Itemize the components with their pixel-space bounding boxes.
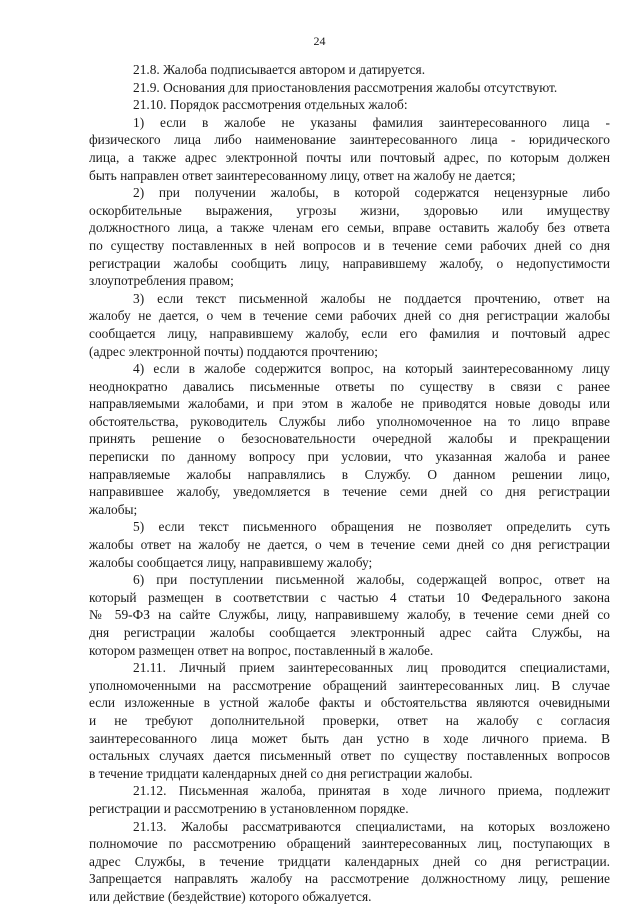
text-line: 21.9. Основания для приостановления рассмотрения жалобы отсутствуют. [133, 79, 558, 95]
text-line: регистрации и рассмотрению в установленном порядке. [89, 800, 409, 816]
text-line: (адрес электронной почты) поддаются прочтению; [89, 343, 378, 359]
text-line: физического лица либо наименование заинтересованного лица - юридического [89, 132, 610, 148]
text-line: в течение тридцати календарных дней со дня регистрации жалобы. [89, 765, 473, 781]
text-line: принять решение о безосновательности очередной жалобы и прекращении [89, 431, 610, 447]
text-line: дня регистрации жалобы сообщается электронный адрес сайта Службы, на [89, 625, 610, 640]
paragraph-21-10-3 [89, 290, 610, 360]
text-line: № 59-ФЗ на сайте Службы, лицу, направившему жалобу, в течение семи дней со [89, 607, 610, 623]
text-line: злоупотребления правом; [89, 273, 234, 289]
text-line: 5) если текст письменного обращения не позволяет определить суть [133, 519, 610, 535]
text-line: оскорбительные выражения, угрозы жизни, здоровью или имуществу [89, 202, 610, 218]
text-line: котором размещен ответ на вопрос, поставленный в жалобе. [89, 642, 434, 658]
text-line: жалобы сообщается лицу, направившему жалобу; [89, 554, 373, 570]
paragraph-21-8 [89, 61, 610, 79]
text-line: переписки по данному вопросу при условии, что указанная жалоба и ранее [89, 449, 610, 465]
text-line: должностного лица, а также членам его семьи, вправе оставить жалобу без ответа [89, 220, 610, 236]
paragraph-21-12 [89, 782, 610, 817]
text-line: заинтересованного лица может быть дан устно в ходе личного приема. В [89, 730, 610, 746]
paragraph-21-10-5 [89, 518, 610, 571]
text-line: направившее жалобу, уведомляется в течение семи дней со дня регистрации [89, 484, 610, 500]
text-line: 1) если в жалобе не указаны фамилия заинтересованного лица - [133, 114, 610, 130]
text-line: 6) при поступлении письменной жалобы, содержащей вопрос, ответ на [133, 572, 610, 588]
text-line: 4) если в жалобе содержится вопрос, на который заинтересованному лицу [133, 361, 610, 377]
paragraph-21-10-6 [89, 571, 610, 659]
text-line: 21.11. Личный прием заинтересованных лиц проводится специалистами, [133, 660, 610, 676]
paragraph-21-9 [89, 79, 610, 97]
text-line: 21.8. Жалоба подписывается автором и датируется. [133, 62, 426, 77]
text-line: уполномоченными на рассмотрение обращений заинтересованных лиц. В случае [89, 677, 610, 693]
text-line: направляемыми жалобами, и при этом в жалобе не приводятся новые доводы или [89, 396, 610, 412]
text-line: который размещен в соответствии с частью 4 статьи 10 Федерального закона [89, 589, 610, 605]
text-line: 21.13. Жалобы рассматриваются специалистами, на которых возложено [133, 818, 610, 834]
paragraph-21-10-2 [89, 184, 610, 290]
text-line: по существу поставленных в ней вопросов и в течение семи рабочих дней со дня [89, 237, 610, 253]
text-line: остальных случаях дается письменный ответ по существу поставленных вопросов [89, 748, 610, 764]
text-line: регистрации жалобы сообщить лицу, направившему жалобу, о недопустимости [89, 255, 610, 271]
paragraph-21-10-1 [89, 114, 610, 184]
text-line: Запрещается направлять жалобу на рассмотрение должностному лицу, решение [89, 871, 610, 887]
text-line: 21.10. Порядок рассмотрения отдельных жалоб: [133, 97, 408, 113]
text-line: 2) при получении жалобы, в которой содержатся нецензурные либо [133, 185, 610, 201]
paragraph-21-10-4 [89, 360, 610, 518]
text-line: адрес Службы, в течение тридцати календарных дней со дня регистрации. [89, 853, 610, 869]
text-line: или действие (бездействие) которого обжалуется. [89, 888, 372, 904]
text-line: неоднократно давались письменные ответы по существу в связи с ранее [89, 378, 610, 394]
text-line: если изложенные в устной жалобе факты и обстоятельства являются очевидными [89, 695, 610, 711]
text-line: 3) если текст письменной жалобы не поддается прочтению, ответ на [133, 290, 610, 306]
paragraph-21-13 [89, 818, 610, 906]
text-line: лица, а также адрес электронной почты или почтовый адрес, по которым должен [89, 149, 610, 165]
text-line: направляемые жалобы направлялись в Службу. О данном решении лицо, [89, 466, 610, 482]
text-line: жалобы ответ на жалобу не дается, о чем в течение семи дней со дня регистрации [89, 537, 610, 553]
document-body [89, 61, 610, 906]
text-line: сообщается лицу, направившему жалобу, если его фамилия и почтовый адрес [89, 325, 610, 341]
text-line: жалобы; [89, 501, 138, 517]
text-line: и не требуют дополнительной проверки, ответ на жалобу с согласия [89, 712, 610, 728]
text-line: полномочие по рассмотрению обращений заинтересованных лиц, поступающих в [89, 836, 610, 852]
paragraph-21-11 [89, 659, 610, 782]
text-line: жалобу не дается, о чем в течение семи рабочих дней со дня регистрации жалобы [89, 308, 610, 324]
page-number: 24 [313, 34, 326, 48]
text-line: 21.12. Письменная жалоба, принятая в ходе личного приема, подлежит [133, 783, 610, 799]
text-line: обстоятельства, руководитель Службы либо уполномоченное на то лицо вправе [89, 413, 610, 429]
text-line: быть направлен ответ заинтересованному лицу, ответ на жалобу не дается; [89, 167, 516, 183]
paragraph-21-10 [89, 96, 610, 114]
